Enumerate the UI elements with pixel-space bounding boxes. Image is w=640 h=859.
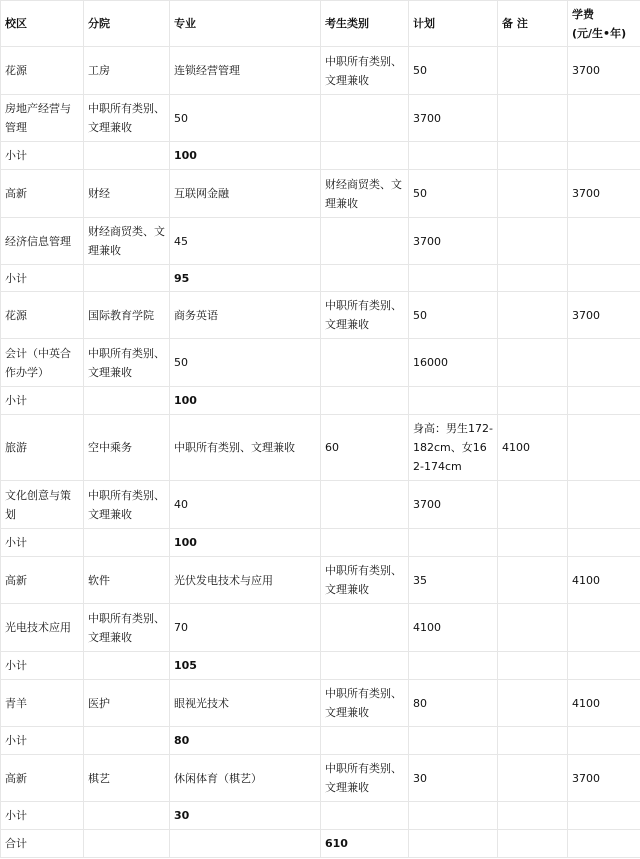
cell-college: 医护 [84,680,170,727]
header-major: 专业 [170,1,321,47]
cell-category: 中职所有类别、文理兼收 [321,755,409,802]
cell-category: 财经商贸类、文理兼收 [321,170,409,218]
cell-category [321,727,409,755]
cell-plan [409,387,498,415]
cell-category [321,604,409,652]
cell-fee [568,727,640,755]
cell-major: 商务英语 [170,292,321,339]
cell-fee: 3700 [568,755,640,802]
cell-major: 100 [170,387,321,415]
cell-college: 中职所有类别、文理兼收 [84,604,170,652]
cell-remark [498,170,568,218]
cell-plan: 3700 [409,95,498,142]
cell-plan: 35 [409,557,498,604]
table-row [1,218,640,265]
table-row [1,339,640,387]
header-category: 考生类别 [321,1,409,47]
table-row [1,481,640,529]
cell-fee: 3700 [568,292,640,339]
table-row [1,415,640,481]
cell-category: 中职所有类别、文理兼收 [321,292,409,339]
subtotal-row [1,802,640,830]
subtotal-row [1,529,640,557]
cell-fee [568,802,640,830]
cell-remark [498,604,568,652]
cell-plan: 50 [409,47,498,95]
cell-college: 工房 [84,47,170,95]
cell-college: 中职所有类别、文理兼收 [84,95,170,142]
cell-remark [498,680,568,727]
cell-fee [568,339,640,387]
cell-remark [498,95,568,142]
cell-remark [498,802,568,830]
cell-category [321,802,409,830]
cell-fee: 4100 [568,680,640,727]
cell-category [321,529,409,557]
cell-remark [498,755,568,802]
cell-major: 95 [170,265,321,292]
cell-fee: 3700 [568,170,640,218]
cell-category [321,265,409,292]
cell-major: 休闲体育（棋艺） [170,755,321,802]
cell-campus: 高新 [1,755,84,802]
table-row [1,755,640,802]
cell-major: 100 [170,529,321,557]
cell-major: 50 [170,95,321,142]
cell-campus: 小计 [1,727,84,755]
cell-plan [409,142,498,170]
cell-category: 中职所有类别、文理兼收 [321,680,409,727]
cell-plan [409,727,498,755]
table-body [1,1,640,858]
cell-fee [568,481,640,529]
cell-college [84,265,170,292]
cell-campus: 高新 [1,557,84,604]
cell-fee [568,529,640,557]
cell-fee [568,604,640,652]
cell-fee [568,830,640,858]
header-campus: 校区 [1,1,84,47]
subtotal-row [1,652,640,680]
header-fee: 学费 (元/生•年) [568,1,640,47]
cell-campus: 小计 [1,387,84,415]
cell-remark [498,265,568,292]
cell-plan: 4100 [409,604,498,652]
cell-remark [498,727,568,755]
table-row [1,604,640,652]
cell-remark [498,557,568,604]
cell-remark [498,339,568,387]
cell-major: 连锁经营管理 [170,47,321,95]
cell-college: 中职所有类别、文理兼收 [84,481,170,529]
cell-remark [498,142,568,170]
cell-fee [568,652,640,680]
cell-category: 610 [321,830,409,858]
cell-plan [409,830,498,858]
cell-campus: 青羊 [1,680,84,727]
cell-remark [498,830,568,858]
cell-remark: 4100 [498,415,568,481]
cell-plan [409,802,498,830]
cell-college [84,652,170,680]
cell-major: 100 [170,142,321,170]
table-header-row [1,1,640,47]
cell-college: 软件 [84,557,170,604]
cell-remark [498,292,568,339]
cell-major [170,830,321,858]
cell-campus: 小计 [1,265,84,292]
cell-plan: 80 [409,680,498,727]
cell-college [84,727,170,755]
cell-plan: 50 [409,292,498,339]
cell-campus: 合计 [1,830,84,858]
cell-college [84,142,170,170]
cell-campus: 小计 [1,529,84,557]
cell-category [321,95,409,142]
cell-category [321,481,409,529]
cell-college: 中职所有类别、文理兼收 [84,339,170,387]
cell-plan [409,652,498,680]
cell-plan: 3700 [409,218,498,265]
cell-college: 国际教育学院 [84,292,170,339]
total-row [1,830,640,858]
cell-college: 棋艺 [84,755,170,802]
cell-major: 40 [170,481,321,529]
cell-major: 眼视光技术 [170,680,321,727]
subtotal-row [1,142,640,170]
cell-college [84,387,170,415]
cell-college [84,802,170,830]
cell-campus: 高新 [1,170,84,218]
subtotal-row [1,387,640,415]
cell-campus: 文化创意与策划 [1,481,84,529]
cell-fee [568,142,640,170]
cell-category: 中职所有类别、文理兼收 [321,557,409,604]
cell-major: 80 [170,727,321,755]
cell-college: 空中乘务 [84,415,170,481]
cell-remark [498,47,568,95]
cell-plan [409,265,498,292]
cell-plan: 30 [409,755,498,802]
cell-remark [498,529,568,557]
table-row [1,292,640,339]
subtotal-row [1,727,640,755]
cell-major: 105 [170,652,321,680]
cell-campus: 小计 [1,802,84,830]
cell-college: 财经 [84,170,170,218]
table-row [1,47,640,95]
cell-campus: 经济信息管理 [1,218,84,265]
cell-category [321,387,409,415]
cell-plan [409,529,498,557]
cell-campus: 房地产经营与管理 [1,95,84,142]
cell-campus: 花源 [1,292,84,339]
cell-plan: 身高：男生172-182cm、女162-174cm [409,415,498,481]
cell-campus: 花源 [1,47,84,95]
cell-category [321,652,409,680]
cell-plan: 50 [409,170,498,218]
table-row [1,557,640,604]
cell-fee [568,218,640,265]
cell-plan: 3700 [409,481,498,529]
cell-campus: 小计 [1,142,84,170]
cell-fee [568,95,640,142]
table-row [1,680,640,727]
cell-remark [498,218,568,265]
cell-college: 财经商贸类、文理兼收 [84,218,170,265]
cell-campus: 小计 [1,652,84,680]
cell-fee: 3700 [568,47,640,95]
cell-campus: 光电技术应用 [1,604,84,652]
table-row [1,170,640,218]
cell-remark [498,481,568,529]
cell-fee [568,265,640,292]
header-plan: 计划 [409,1,498,47]
cell-remark [498,387,568,415]
cell-category [321,142,409,170]
subtotal-row [1,265,640,292]
cell-college [84,830,170,858]
cell-major: 45 [170,218,321,265]
cell-major: 光伏发电技术与应用 [170,557,321,604]
cell-major: 70 [170,604,321,652]
table-row [1,95,640,142]
header-college: 分院 [84,1,170,47]
cell-category: 中职所有类别、文理兼收 [321,47,409,95]
cell-major: 互联网金融 [170,170,321,218]
cell-major: 30 [170,802,321,830]
cell-major: 50 [170,339,321,387]
cell-campus: 旅游 [1,415,84,481]
cell-category [321,339,409,387]
cell-category: 60 [321,415,409,481]
cell-campus: 会计（中英合作办学） [1,339,84,387]
cell-fee [568,387,640,415]
cell-plan: 16000 [409,339,498,387]
cell-category [321,218,409,265]
cell-fee [568,415,640,481]
cell-major: 中职所有类别、文理兼收 [170,415,321,481]
header-remark: 备 注 [498,1,568,47]
cell-remark [498,652,568,680]
cell-fee: 4100 [568,557,640,604]
cell-college [84,529,170,557]
